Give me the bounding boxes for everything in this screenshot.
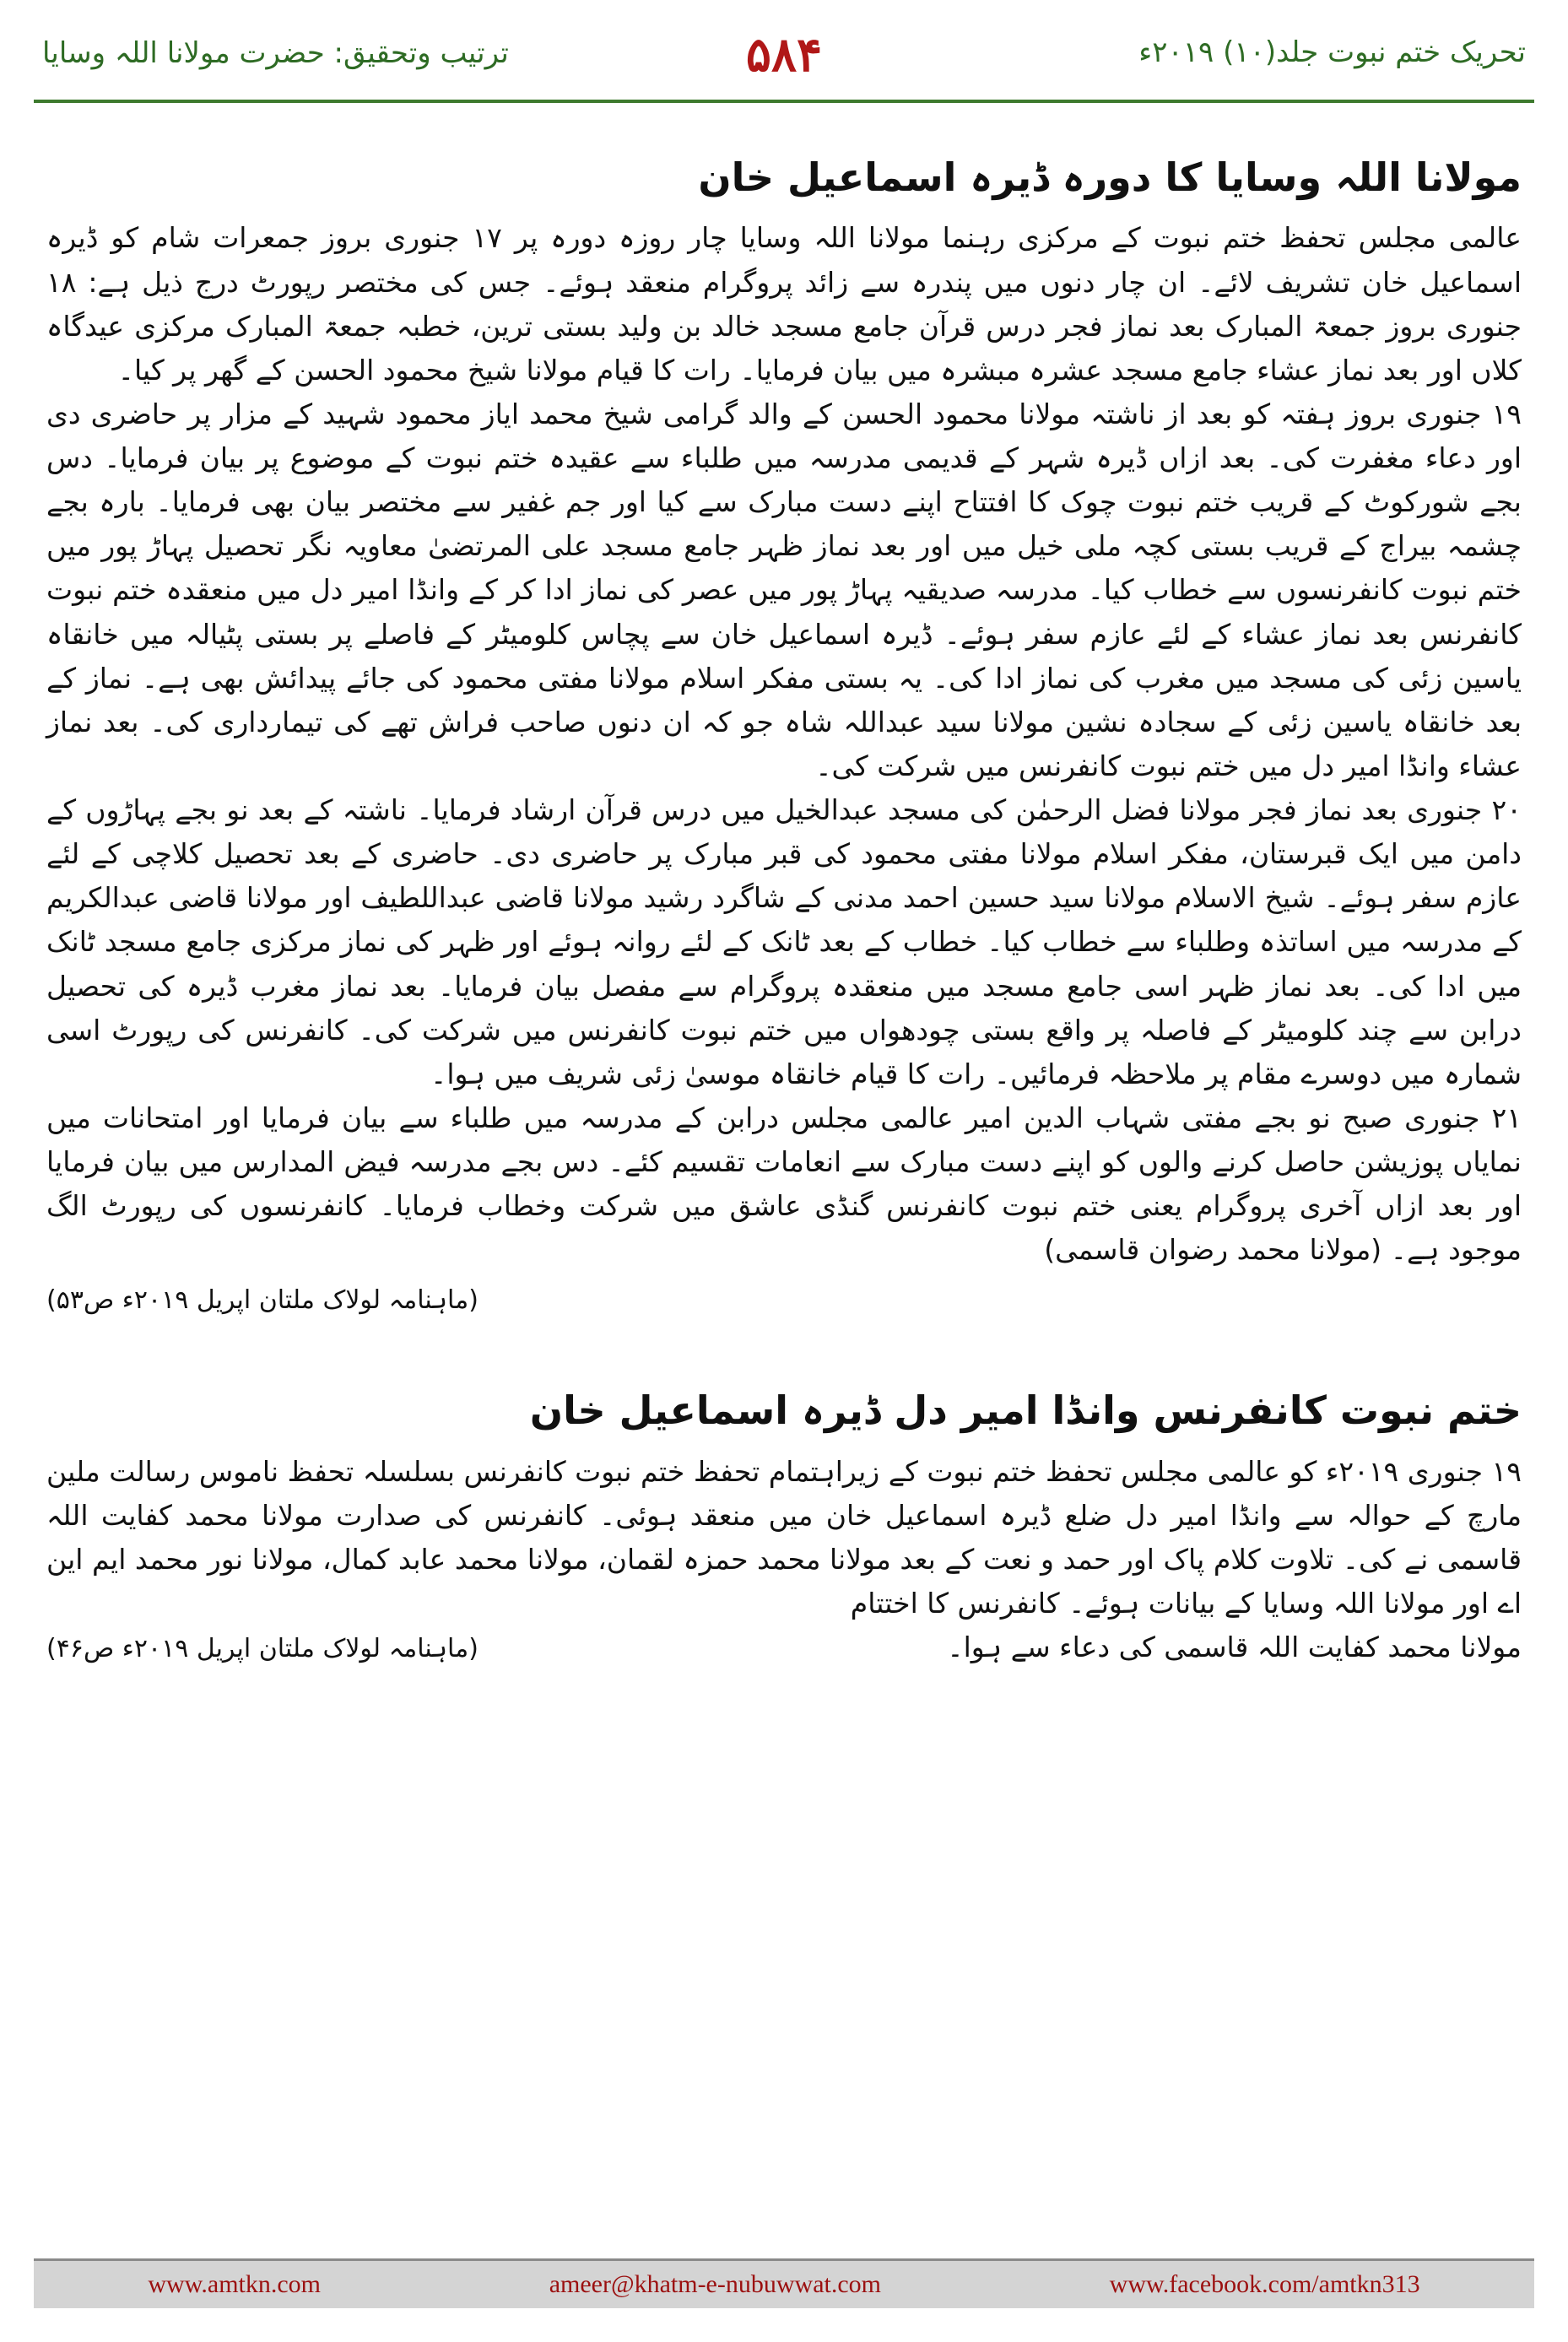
page-number: ۵۸۴	[745, 27, 823, 83]
paragraph-day-21: ۲۱ جنوری صبح نو بجے مفتی شہاب الدین امیر عالمی مجلس درابن کے مدرسہ میں طلباء سے بیان فرمایا اور امتحانات میں نمایاں پوزیشن حاصل کرنے والوں کو اپنے دست مبارک سے انعامات تقسیم کئے۔ دس بجے مدرسہ فیض المدارس میں بیان فرمایا اور بعد ازاں آخری پروگرام یعنی ختم نبوت کانفرنس گنڈی عاشق میں شرکت وخطاب فرمایا۔ کانفرنسوں کی رپورٹ الگ موجود ہے۔ (مولانا محمد رضوان قاسمی)	[46, 1101, 1522, 1267]
email-link[interactable]: ameer@khatm-e-nubuwwat.com	[549, 2270, 881, 2298]
article-body	[46, 127, 1522, 1669]
closing-line	[46, 1625, 1522, 1669]
section-title-conference: ختم نبوت کانفرنس وانڈا امیر دل ڈیرہ اسماعیل خان	[529, 1387, 1522, 1434]
paragraph-day-17-18: عالمی مجلس تحفظ ختم نبوت کے مرکزی رہنما مولانا اللہ وسایا چار روزہ دورہ پر ۱۷ جنوری بروز جمعرات شام کو ڈیرہ اسماعیل خان تشریف لائے۔ ان چار دنوں میں پندرہ سے زائد پروگرام منعقد ہوئے۔ جس کی مختصر رپورٹ درج ذیل ہے: ۱۸ جنوری بروز جمعۃ المبارک بعد نماز فجر درس قرآن جامع مسجد خالد بن ولید بستی ترین، خطبہ جمعۃ المبارک مرکزی عیدگاہ کلاں اور بعد نماز عشاء جامع مسجد عشرہ مبشرہ میں بیان فرمایا۔ رات کا قیام مولانا شیخ محمود الحسن کے گھر پر کیا۔	[46, 221, 1522, 387]
section-title-visit: مولانا اللہ وسایا کا دورہ ڈیرہ اسماعیل خان	[698, 154, 1522, 200]
page-footer	[34, 2258, 1534, 2308]
paragraph-day-19: ۱۹ جنوری بروز ہفتہ کو بعد از ناشتہ مولانا محمود الحسن کے والد گرامی شیخ محمد ایاز محمود شہید کے مزار پر حاضری دی اور دعاء مغفرت کی۔ بعد ازاں ڈیرہ شہر کے قدیمی مدرسہ میں طلباء سے عقیدہ ختم نبوت کے موضوع پر بیان فرمایا۔ دس بجے شورکوٹ کے قریب ختم نبوت چوک کا افتتاح اپنے دست مبارک سے کیا اور جم غفیر سے مختصر بیان بھی فرمایا۔ بارہ بجے چشمہ بیراج کے قریب بستی کچہ ملی خیل میں اور بعد نماز ظہر جامع مسجد علی المرتضیٰ معاویہ نگر تحصیل پہاڑ پور میں ختم نبوت کانفرنسوں سے خطاب کیا۔ مدرسہ صدیقیہ پہاڑ پور میں عصر کی نماز ادا کر کے وانڈا امیر دل میں منعقدہ ختم نبوت کانفرنس بعد نماز عشاء کے لئے عازم سفر ہوئے۔ ڈیرہ اسماعیل خان سے پچاس کلومیٹر کے فاصلے پر بستی پٹیالہ میں خانقاہ یاسین زئی کی مسجد میں مغرب کی نماز ادا کی۔ یہ بستی مفکر اسلام مولانا مفتی محمود کی جائے پیدائش بھی ہے۔ نماز کے بعد خانقاہ یاسین زئی کے سجادہ نشین مولانا سید عبداللہ شاہ جو کہ ان دنوں صاحب فراش تھے کی تیمارداری کی۔ بعد نماز عشاء وانڈا امیر دل میں ختم نبوت کانفرنس میں شرکت کی۔	[46, 397, 1522, 782]
source-citation: (ماہنامہ لولاک ملتان اپریل ۲۰۱۹ء ص۵۳)	[46, 1285, 479, 1316]
closing-text: مولانا محمد کفایت اللہ قاسمی کی دعاء سے ہوا۔	[947, 1631, 1522, 1664]
source-citation: (ماہنامہ لولاک ملتان اپریل ۲۰۱۹ء ص۴۶)	[46, 1634, 479, 1664]
page-header	[34, 24, 1534, 103]
paragraph-day-20: ۲۰ جنوری بعد نماز فجر مولانا فضل الرحمٰن کی مسجد عبدالخیل میں درس قرآن ارشاد فرمایا۔ ناشتہ کے بعد نو بجے پہاڑوں کے دامن میں ایک قبرستان، مفکر اسلام مولانا مفتی محمود کی قبر مبارک پر حاضری دی۔ حاضری کے بعد تحصیل کلاچی کے لئے عازم سفر ہوئے۔ شیخ الاسلام مولانا سید حسین احمد مدنی کے شاگرد رشید مولانا قاضی عبداللطیف اور مولانا قاضی عبدالکریم کے مدرسہ میں اساتذہ وطلباء سے خطاب کیا۔ خطاب کے بعد ٹانک کے لئے روانہ ہوئے اور ظہر کی نماز مرکزی جامع مسجد ٹانک میں ادا کی۔ بعد نماز ظہر اسی جامع مسجد میں منعقدہ پروگرام سے مفصل بیان فرمایا۔ بعد نماز مغرب ڈیرہ کی تحصیل درابن سے چند کلومیٹر کے فاصلہ پر واقع بستی چودھواں میں ختم نبوت کانفرنس میں شرکت کی۔ کانفرنس کی رپورٹ اسی شمارہ میں دوسرے مقام پر ملاحظہ فرمائیں۔ رات کا قیام خانقاہ موسیٰ زئی شریف میں ہوا۔	[46, 793, 1522, 1090]
book-title: تحریک ختم نبوت جلد(۱۰) ۲۰۱۹ء	[1138, 35, 1526, 69]
compiler-credit: ترتیب وتحقیق: حضرت مولانا اللہ وسایا	[42, 36, 509, 70]
facebook-link[interactable]: www.facebook.com/amtkn313	[1109, 2270, 1420, 2298]
website-link[interactable]: www.amtkn.com	[148, 2270, 322, 2298]
paragraph-conference: ۱۹ جنوری ۲۰۱۹ء کو عالمی مجلس تحفظ ختم نبوت کے زیراہتمام تحفظ ختم نبوت کانفرنس بسلسلہ تحفظ ناموس رسالت ملین مارچ کے حوالہ سے وانڈا امیر دل ضلع ڈیرہ اسماعیل خان میں منعقد ہوئی۔ کانفرنس کی صدارت مولانا محمد کفایت اللہ قاسمی نے کی۔ تلاوت کلام پاک اور حمد و نعت کے بعد مولانا محمد حمزہ لقمان، مولانا محمد عابد کمال، مولانا نور محمد ایم این اے اور مولانا اللہ وسایا کے بیانات ہوئے۔ کانفرنس کا اختتام	[46, 1454, 1522, 1620]
